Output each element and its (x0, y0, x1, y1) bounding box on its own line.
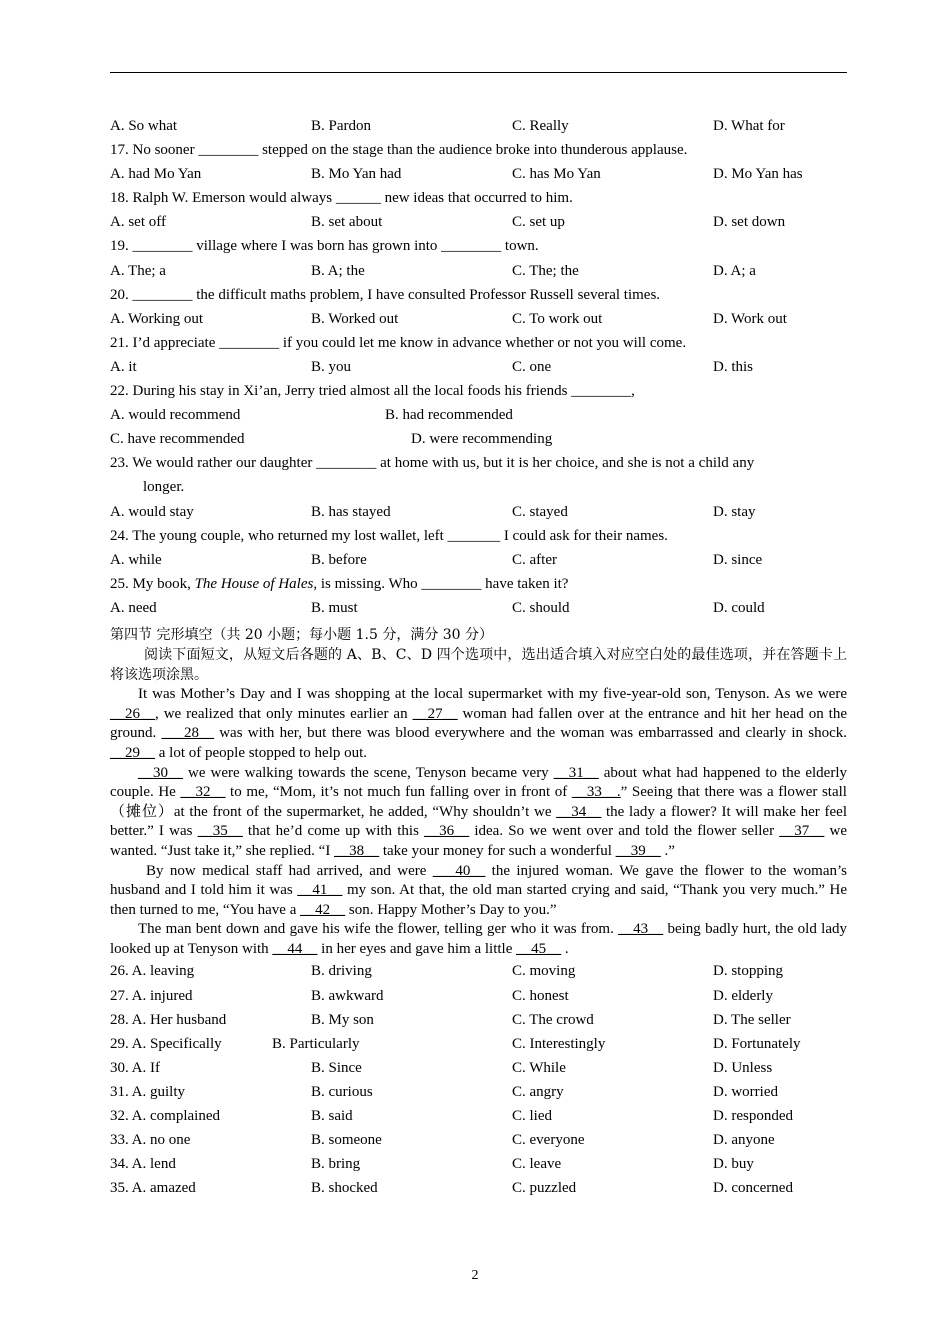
option-b: B. awkward (311, 987, 384, 1004)
option-d: D. buy (713, 1156, 754, 1173)
blank-36: __36__ (424, 823, 470, 840)
option-b: B. Pardon (311, 118, 371, 134)
blank-27: __27__ (412, 705, 458, 722)
option-b: B. before (311, 551, 367, 568)
option-a: A. it (110, 358, 137, 375)
q25-stem-b: , is missing. Who ________ have taken it? (313, 575, 569, 592)
q16-options (110, 114, 847, 138)
option-c: C. lied (512, 1108, 552, 1125)
option-c: C. everyone (512, 1132, 585, 1149)
option-d: D. since (713, 551, 763, 568)
blank-37: __37__ (779, 823, 825, 840)
option-a: A. need (110, 599, 157, 616)
option-d: D. this (713, 358, 754, 375)
option-b: B. shocked (311, 1180, 378, 1197)
option-b: B. set about (311, 214, 383, 231)
option-a: 34. A. lend (110, 1156, 176, 1173)
q24-stem: 24. The young couple, who returned my lost wallet, left _______ I could ask for their names. (110, 527, 668, 544)
option-a: 27. A. injured (110, 987, 193, 1004)
q17-stem: 17. No sooner ________ stepped on the stage than the audience broke into thunderous applause. (110, 142, 688, 159)
q30-options (110, 1056, 847, 1080)
option-a: A. The; a (110, 262, 166, 279)
blank-33: __33__. (571, 784, 621, 801)
q25-stem (110, 572, 847, 596)
option-c: C. To work out (512, 310, 603, 327)
option-c: C. after (512, 551, 557, 568)
option-b: B. curious (311, 1083, 373, 1100)
option-c: C. The crowd (512, 1011, 594, 1028)
q23-options (110, 500, 847, 524)
option-b: B. Worked out (311, 310, 399, 327)
option-a: 26. A. leaving (110, 963, 195, 980)
q23-stem-line1: 23. We would rather our daughter ________ at home with us, but it is her choice, and she is not a child any (110, 455, 755, 472)
q22-options-row2 (110, 427, 847, 451)
option-b: B. Since (311, 1059, 362, 1076)
blank-29: __29__ (110, 744, 155, 761)
option-a: A. So what (110, 118, 178, 134)
option-d: D. concerned (713, 1180, 793, 1197)
option-b: B. had recommended (385, 407, 513, 424)
q27-options (110, 984, 847, 1008)
option-a: A. had Mo Yan (110, 166, 202, 183)
blank-32: __32__ (180, 784, 226, 801)
passage-paragraph-3: By now medical staff had arrived, and were ___40__ the injured woman. We gave the flower to the woman’s husband and I told him it was __41__ my son. At that, the old man started crying and said, “Thank you very much.” He then turned to me, “You have a __42__ son. Happy Mother’s Day to you.” (110, 862, 848, 918)
option-d: D. A; a (713, 262, 756, 279)
passage-paragraph-4: The man bent down and gave his wife the flower, telling ger who it was from. __43__ being badly hurt, the old lady looked up at Tenyson with __44__ in her eyes and gave him a little __45__ . (110, 921, 847, 957)
option-c: C. moving (512, 963, 576, 980)
q28-options (110, 1008, 847, 1032)
q21-options (110, 355, 847, 379)
option-b: B. Mo Yan had (311, 166, 402, 183)
q23-stem-line2: longer. (143, 479, 185, 496)
option-c: C. puzzled (512, 1180, 577, 1197)
option-d: D. elderly (713, 987, 773, 1004)
option-b: B. you (311, 358, 352, 375)
instruction: 阅读下面短文，从短文后各题的 A、B、C、D 四个选项中，选出适合填入对应空白处的最佳选项，并在答题卡上将该选项涂黑。 (110, 646, 847, 683)
q18-stem: 18. Ralph W. Emerson would always ______ new ideas that occurred to him. (110, 190, 573, 207)
option-d: D. set down (713, 214, 786, 231)
passage-paragraph-1: It was Mother’s Day and I was shopping at the local supermarket with my five-year-old son, Tenyson. As we were __26__, we realized that only minutes earlier an __27__ woman had fallen over at the entrance and hit her head on the ground. ___28__ was with her, but there was blood everywhere and the woman was embarrassed and clearly in shock. __29__ a lot of people stopped to help out. (110, 686, 848, 761)
q22-stem: 22. During his stay in Xi’an, Jerry tried almost all the local foods his friends ________, (110, 383, 635, 400)
blank-43: __43__ (618, 921, 664, 938)
option-a: 28. A. Her husband (110, 1011, 227, 1028)
option-b: B. someone (311, 1132, 382, 1149)
blank-45: __45__ (516, 940, 562, 957)
option-c: C. one (512, 358, 552, 375)
q24-options (110, 548, 847, 572)
option-b: B. said (311, 1108, 353, 1125)
section-title: 第四节 完形填空（共 20 小题；每小题 1.5 分，满分 30 分） (110, 626, 494, 643)
option-d: D. responded (713, 1108, 793, 1125)
blank-39: __39__ (615, 842, 661, 859)
option-d: D. worried (713, 1083, 778, 1100)
option-a: A. while (110, 551, 162, 568)
option-b: B. driving (311, 963, 372, 980)
option-d: D. Fortunately (713, 1035, 801, 1052)
blank-42: __42__ (300, 901, 346, 918)
option-c: C. The; the (512, 262, 579, 279)
q22-options-row1 (110, 403, 847, 427)
q34-options (110, 1152, 847, 1176)
q17-options (110, 162, 847, 186)
option-d: D. stay (713, 503, 756, 520)
option-c: C. have recommended (110, 431, 245, 448)
q25-options (110, 596, 847, 620)
option-b: B. has stayed (311, 503, 391, 520)
option-c: C. should (512, 599, 570, 616)
option-a: 35. A. amazed (110, 1180, 196, 1197)
option-d: D. Work out (713, 310, 787, 327)
option-a: 33. A. no one (110, 1132, 191, 1149)
option-c: C. Really (512, 118, 569, 134)
option-a: A. set off (110, 214, 166, 231)
blank-28: ___28__ (161, 725, 214, 742)
option-a: A. would recommend (110, 407, 241, 424)
page-number: 2 (471, 1268, 479, 1283)
cloze-passage (110, 685, 847, 959)
q19-options (110, 259, 847, 283)
q23-stem (110, 451, 847, 499)
q29-options (110, 1032, 847, 1056)
q31-options (110, 1080, 847, 1104)
option-d: D. The seller (713, 1011, 791, 1028)
exam-page (110, 114, 847, 1200)
option-d: D. Mo Yan has (713, 166, 803, 183)
option-a: 31. A. guilty (110, 1083, 186, 1100)
option-d: D. were recommending (411, 431, 553, 448)
option-d: D. Unless (713, 1059, 773, 1076)
option-b: B. bring (311, 1156, 361, 1173)
q19-stem: 19. ________ village where I was born has grown into ________ town. (110, 238, 539, 255)
option-c: C. While (512, 1059, 566, 1076)
blank-35: __35__ (197, 823, 243, 840)
q25-stem-a: 25. My book, (110, 575, 195, 592)
blank-41: __41__ (297, 882, 343, 899)
blank-30: __30__ (138, 764, 183, 781)
option-a: A. Working out (110, 310, 204, 327)
option-c: C. has Mo Yan (512, 166, 601, 183)
q20-options (110, 307, 847, 331)
q35-options (110, 1176, 847, 1200)
q20-stem: 20. ________ the difficult maths problem, I have consulted Professor Russell several times. (110, 286, 661, 303)
option-b: B. My son (311, 1011, 374, 1028)
passage-paragraph-2: __30__ we were walking towards the scene, Tenyson became very __31__ about what had happened to the elderly couple. He __32__ to me, “Mom, it’s not much fun falling over in front of __33__.” Seeing that there was a flower stall（摊位）at the front of the supermarket, he added, “Why shouldn’t we __34__ the lady a flower? It will make her feel better.” I was __35__ that he’d come up with this __36__ idea. So we went over and told the flower seller __37__ we wanted. “Just take it,” she replied. “I __38__ take your money for such a wonderful __39__ .” (110, 764, 848, 859)
option-a: 32. A. complained (110, 1108, 220, 1125)
q21-stem: 21. I’d appreciate ________ if you could let me know in advance whether or not you will come. (110, 334, 687, 351)
option-a: A. would stay (110, 503, 194, 520)
blank-38: __38__ (334, 842, 380, 859)
option-c: C. Interestingly (512, 1035, 606, 1052)
blank-40: ___40__ (432, 862, 486, 879)
blank-31: __31__ (553, 764, 599, 781)
option-c: C. honest (512, 987, 569, 1004)
blank-26: __26__ (110, 705, 155, 722)
book-title: The House of Hales (194, 575, 314, 592)
q32-options (110, 1104, 847, 1128)
option-c: C. leave (512, 1156, 562, 1173)
option-b: B. must (311, 599, 358, 616)
option-c: C. angry (512, 1083, 564, 1100)
option-d: D. anyone (713, 1132, 775, 1149)
option-d: D. could (713, 599, 765, 616)
q33-options (110, 1128, 847, 1152)
option-a: 30. A. If (110, 1059, 160, 1076)
option-c: C. set up (512, 214, 565, 231)
option-a: 29. A. Specifically (110, 1035, 222, 1052)
option-d: D. What for (713, 118, 785, 134)
blank-34: __34__ (556, 803, 602, 820)
q26-options (110, 959, 847, 983)
q18-options (110, 210, 847, 234)
option-b: B. A; the (311, 262, 365, 279)
option-d: D. stopping (713, 963, 784, 980)
option-b: B. Particularly (272, 1035, 360, 1052)
blank-44: __44__ (272, 940, 318, 957)
option-c: C. stayed (512, 503, 568, 520)
header-rule (110, 72, 847, 73)
